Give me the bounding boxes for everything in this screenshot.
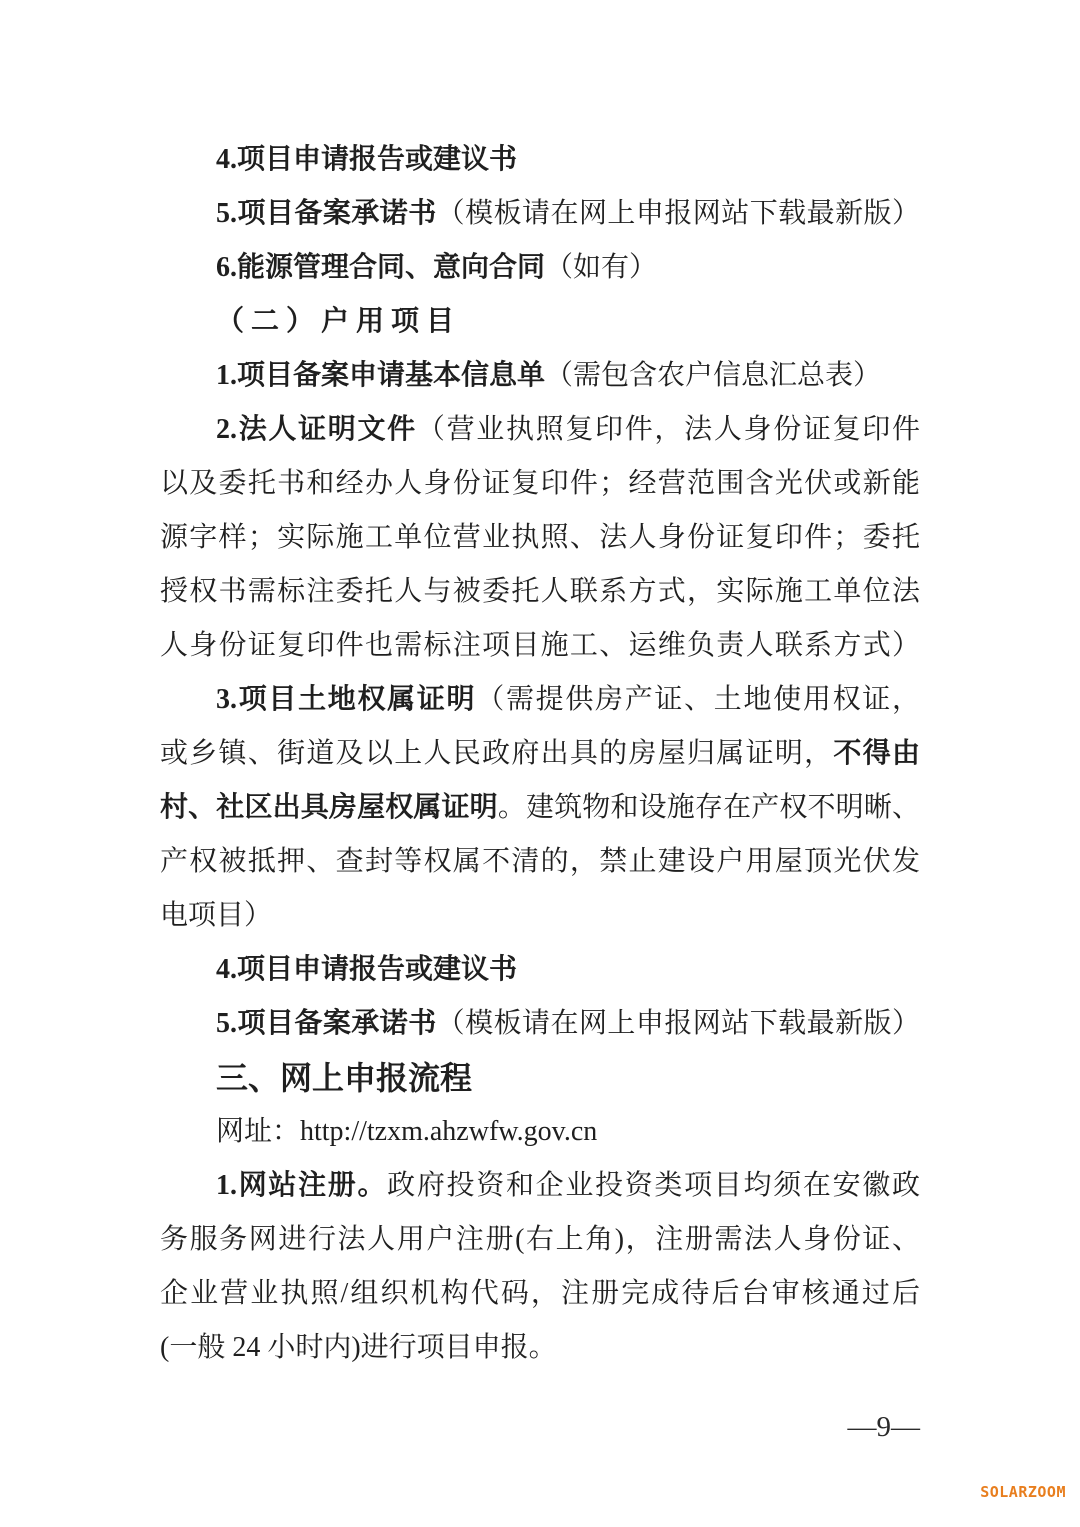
- line-item3-land-ownership-line4: [160, 835, 920, 889]
- text-segment-regular: 企业营业执照/组织机构代码，注册完成待后台审核通过后: [160, 1278, 920, 1309]
- line-item2-legal-person-docs-line1: [160, 403, 920, 457]
- text-segment-regular: 政府投资和企业投资类项目均须在安徽政: [387, 1170, 920, 1201]
- text-segment-regular: 人身份证复印件也需标注项目施工、运维负责人联系方式）: [160, 630, 920, 661]
- line-item3-land-ownership-line3: [160, 781, 920, 835]
- line-item1-website-registration-line4: [160, 1321, 920, 1375]
- text-segment-regular: 网址：http://tzxm.ahzwfw.gov.cn: [216, 1116, 598, 1147]
- text-segment-regular: 电项目）: [160, 900, 273, 931]
- line-item5-filing-commitment-2: [160, 997, 920, 1051]
- line-item5-filing-commitment: [160, 187, 920, 241]
- solarzoom-watermark: SOLARZOOM: [980, 1483, 1066, 1501]
- text-segment-bold: 村、社区出具房屋权属证明: [160, 792, 498, 823]
- line-item1-basic-info-sheet: [160, 349, 920, 403]
- page-number: —9—: [847, 1411, 920, 1443]
- line-item3-land-ownership-line2: [160, 727, 920, 781]
- text-segment-bold: 3.项目土地权属证明: [216, 684, 477, 715]
- line-item2-legal-person-docs-line2: [160, 457, 920, 511]
- line-section-3-online-application-heading: [160, 1051, 920, 1105]
- line-website-url-line: [160, 1105, 920, 1159]
- text-segment-regular: (一般 24 小时内)进行项目申报。: [160, 1332, 557, 1363]
- text-segment-regular: 。建筑物和设施存在产权不明晰、: [497, 792, 920, 823]
- line-item2-legal-person-docs-line5: [160, 619, 920, 673]
- line-item4-application-report-2: [160, 943, 920, 997]
- text-segment-regular: 务服务网进行法人用户注册(右上角)，注册需法人身份证、: [160, 1224, 920, 1255]
- line-item6-energy-contract: [160, 241, 920, 295]
- text-segment-bold: 4.项目申请报告或建议书: [216, 144, 518, 175]
- line-item4-application-report: [160, 133, 920, 187]
- line-item1-website-registration-line3: [160, 1267, 920, 1321]
- text-segment-regular: 产权被抵押、查封等权属不清的，禁止建设户用屋顶光伏发: [160, 846, 920, 877]
- text-segment-bold: 2.法人证明文件: [216, 414, 417, 445]
- text-segment-bold: 4.项目申请报告或建议书: [216, 954, 518, 985]
- text-segment-regular: 授权书需标注委托人与被委托人联系方式，实际施工单位法: [160, 576, 920, 607]
- text-segment-regular: （营业执照复印件，法人身份证复印件: [416, 414, 920, 445]
- text-segment-bold: 5.项目备案承诺书: [216, 1008, 437, 1039]
- text-segment-regular: （需包含农户信息汇总表）: [545, 360, 882, 391]
- text-segment-regular: （模板请在网上申报网站下载最新版）: [436, 1008, 920, 1039]
- text-segment-bold: （二）户用项目: [216, 306, 462, 337]
- text-segment-bold: 三、网上申报流程: [216, 1060, 473, 1096]
- text-segment-regular: （需提供房产证、土地使用权证，: [476, 684, 920, 715]
- text-segment-bold: 1.网站注册。: [216, 1170, 388, 1201]
- text-segment-regular: 以及委托书和经办人身份证复印件；经营范围含光伏或新能: [160, 468, 920, 499]
- text-segment-bold: 不得由: [833, 738, 920, 769]
- text-segment-regular: 或乡镇、街道及以上人民政府出具的房屋归属证明，: [160, 738, 834, 769]
- text-segment-regular: （如有）: [545, 252, 658, 283]
- text-segment-bold: 1.项目备案申请基本信息单: [216, 360, 546, 391]
- text-segment-bold: 6.能源管理合同、意向合同: [216, 252, 546, 283]
- document-body: [160, 133, 920, 1375]
- line-item1-website-registration-line1: [160, 1159, 920, 1213]
- line-subsection-2-household-projects: [160, 295, 920, 349]
- line-item3-land-ownership-line1: [160, 673, 920, 727]
- line-item2-legal-person-docs-line3: [160, 511, 920, 565]
- line-item2-legal-person-docs-line4: [160, 565, 920, 619]
- text-segment-bold: 5.项目备案承诺书: [216, 198, 437, 229]
- line-item1-website-registration-line2: [160, 1213, 920, 1267]
- line-item3-land-ownership-line5: [160, 889, 920, 943]
- text-segment-regular: （模板请在网上申报网站下载最新版）: [436, 198, 920, 229]
- text-segment-regular: 源字样；实际施工单位营业执照、法人身份证复印件；委托: [160, 522, 920, 553]
